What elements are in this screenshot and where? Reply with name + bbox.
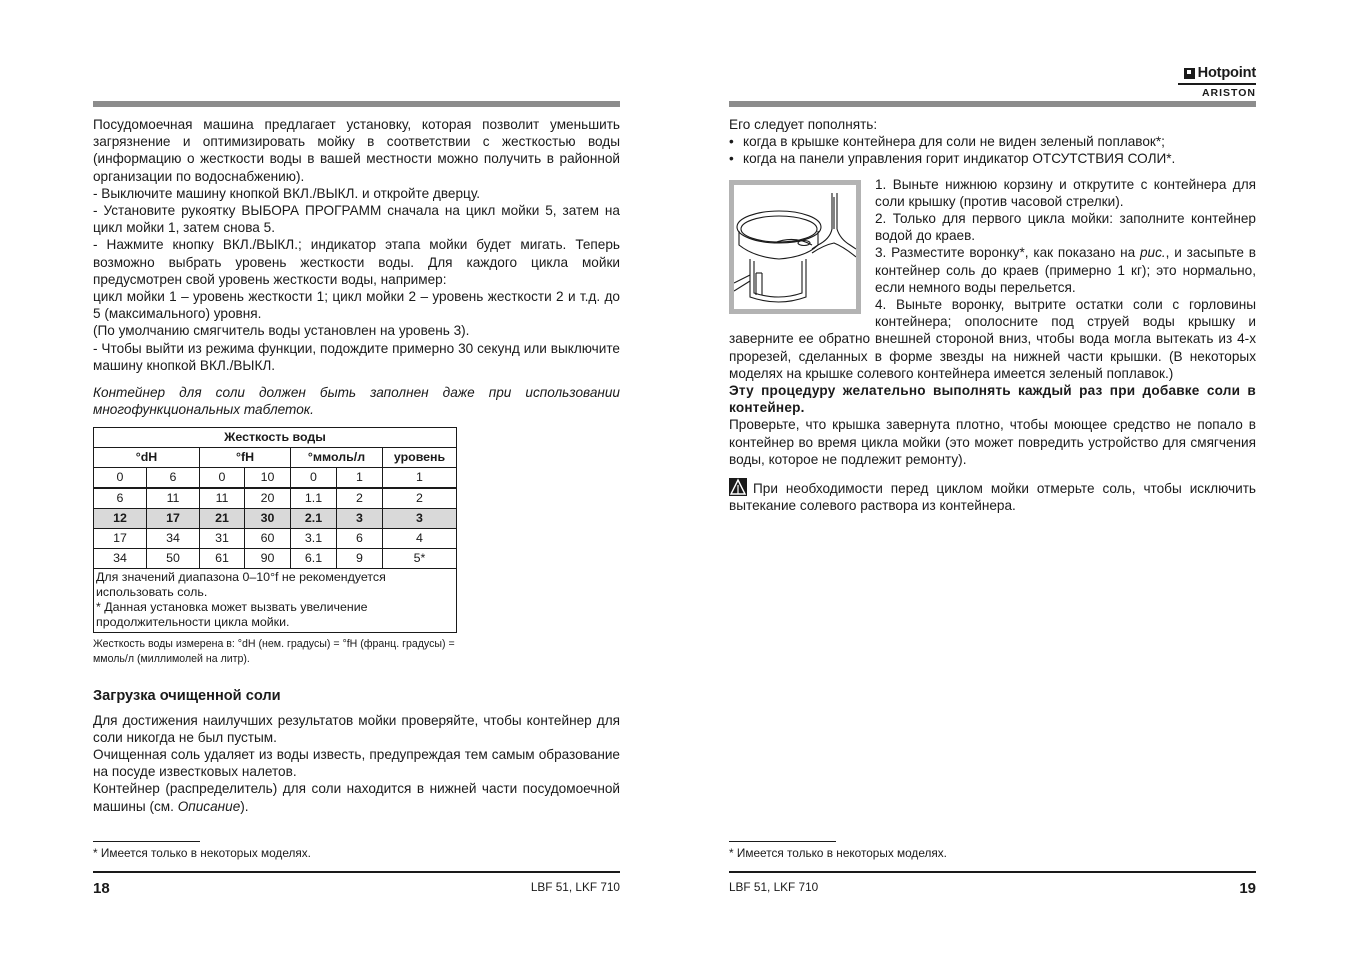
table-row	[94, 488, 457, 509]
header-mmol: °ммоль/л	[291, 448, 383, 468]
bullet-text: когда в крышке контейнера для соли не виден зеленый поплавок*;	[743, 134, 1165, 150]
cell: 0	[291, 468, 337, 489]
header-fh: °fH	[200, 448, 291, 468]
cell: 12	[94, 509, 147, 529]
cell: 21	[200, 509, 245, 529]
salt-container-icon	[734, 185, 856, 309]
cell: 0	[94, 468, 147, 489]
cell: 2	[383, 488, 457, 509]
cell: 0	[200, 468, 245, 489]
page-number: 19	[1239, 880, 1256, 897]
header-dh: °dH	[94, 448, 200, 468]
bullet-item: • когда на панели управления горит индикатор ОТСУТСТВИЯ СОЛИ*.	[729, 151, 1176, 167]
cell: 11	[147, 488, 200, 509]
salt-note: Контейнер для соли должен быть заполнен даже при использовании многофункциональных таблеток.	[93, 385, 620, 418]
warning-text: При необходимости перед циклом мойки отмерьте соль, чтобы исключить вытекание солевого раствора из контейнера.	[729, 481, 1256, 514]
cell: 3	[337, 509, 383, 529]
model-label: LBF 51, LKF 710	[729, 880, 819, 894]
cell: 10	[245, 468, 291, 489]
right-page	[729, 0, 1256, 954]
intro-paragraph: Посудомоечная машина предлагает установку, которая позволит уменьшить загрязнение и оптимизировать мойку в соответствии с жесткостью воды (информацию о жесткости воды в вашей местности можно получить в районной организации по водоснабжению).	[93, 117, 620, 184]
cell: 5*	[383, 549, 457, 569]
table-note-2: * Данная установка может вызвать увеличение продолжительности цикла мойки.	[96, 600, 368, 630]
section-title: Загрузка очищенной соли	[93, 688, 281, 705]
cell: 6.1	[291, 549, 337, 569]
footnote: * Имеется только в некоторых моделях.	[729, 846, 947, 860]
table-row	[94, 468, 457, 489]
instruction-step: - Установите рукоятку ВЫБОРА ПРОГРАММ сначала на цикл мойки 5, затем на цикл мойки 1, затем снова 5.	[93, 203, 620, 236]
table-title: Жесткость воды	[94, 428, 457, 448]
cell: 34	[94, 549, 147, 569]
cell: 4	[383, 529, 457, 549]
warning-note	[729, 478, 1256, 514]
cell: 61	[200, 549, 245, 569]
cell: 1	[383, 468, 457, 489]
cell: 6	[94, 488, 147, 509]
cell: 34	[147, 529, 200, 549]
cell: 17	[94, 529, 147, 549]
cell: 11	[200, 488, 245, 509]
text: , и засыпьте в контейнер соль до краев (примерно 1 кг); это нормально, если немного воды перельется.	[875, 245, 1257, 295]
bold-note: Эту процедуру желательно выполнять каждый раз при добавке соли в контейнер.	[729, 383, 1256, 416]
bullet-text: когда на панели управления горит индикатор ОТСУТСТВИЯ СОЛИ*.	[743, 151, 1176, 167]
text: 3. Разместите воронку*, как показано на	[875, 245, 1140, 261]
cell: 1	[337, 468, 383, 489]
cell: 30	[245, 509, 291, 529]
model-label: LBF 51, LKF 710	[530, 880, 620, 894]
salt-container-illustration	[729, 180, 861, 314]
header-rule	[729, 101, 1256, 107]
section-paragraph: Очищенная соль удаляет из воды известь, предупреждая тем самым образование на посуде известковых налетов.	[93, 747, 620, 780]
left-content	[93, 116, 620, 815]
logo-hotpoint: Hotpoint	[1197, 65, 1256, 81]
cell: 60	[245, 529, 291, 549]
text: ).	[240, 798, 249, 814]
table-note-1: Для значений диапазона 0–10°f не рекомендуется использовать соль.	[96, 570, 386, 600]
table-row-default	[94, 509, 457, 529]
figure-reference: рис.	[1139, 245, 1166, 261]
brand-logo	[1178, 65, 1256, 99]
instruction-step: - Нажмите кнопку ВКЛ./ВЫКЛ.; индикатор этапа мойки будет мигать. Теперь возможно выбрать уровень жесткости воды. Для каждого цикла мойки предусмотрен свой уровень жесткости воды, например:	[93, 237, 620, 287]
cell: 2	[337, 488, 383, 509]
cell: 31	[200, 529, 245, 549]
intro-text: Его следует пополнять:	[729, 117, 878, 132]
step-4: 4. Выньте воронку, вытрите остатки соли с горловины контейнера; ополосните под струей воды крышку и заверните ее обратно внешней стороной вниз, чтобы вода могла вытекать из 4-х прорезей, сделанных в форме звезды на нижней части крышки. (В некоторых моделях на крышке солевого контейнера имеется зеленый поплавок.)	[729, 297, 1256, 381]
description-reference: Описание	[177, 798, 241, 814]
footnote-rule	[729, 841, 836, 842]
instruction-step: - Чтобы выйти из режима функции, подождите примерно 30 секунд или выключите машину кнопкой ВКЛ./ВЫКЛ.	[93, 340, 620, 373]
right-content	[729, 116, 1256, 514]
cell: 2.1	[291, 509, 337, 529]
step-1: 1. Выньте нижнюю корзину и открутите с контейнера для соли крышку (против часовой стрелки).	[875, 176, 1256, 209]
footnote: * Имеется только в некоторых моделях.	[93, 846, 311, 860]
cell: 6	[147, 468, 200, 489]
logo-ariston: ARISTON	[1201, 87, 1256, 99]
cell: 6	[337, 529, 383, 549]
table-row	[94, 549, 457, 569]
cell: 20	[245, 488, 291, 509]
footer-rule	[729, 871, 1256, 873]
cell: 50	[147, 549, 200, 569]
cell: 1.1	[291, 488, 337, 509]
instruction-step: - Выключите машину кнопкой ВКЛ./ВЫКЛ. и откройте дверцу.	[93, 185, 481, 201]
check-note: Проверьте, что крышка завернута плотно, чтобы моющее средство не попало в контейнер во время цикла мойки (это может повредить устройство для смягчения воды, которое не подлежит ремонту).	[729, 417, 1256, 467]
cell: 90	[245, 549, 291, 569]
footnote-rule	[93, 841, 200, 842]
left-page	[93, 0, 620, 954]
page-number: 18	[93, 880, 110, 897]
instruction-step: (По умолчанию смягчитель воды установлен на уровень 3).	[93, 323, 470, 339]
table-row	[94, 529, 457, 549]
bullet-item: • когда в крышке контейнера для соли не виден зеленый поплавок*;	[729, 134, 1165, 150]
cell: 3.1	[291, 529, 337, 549]
instruction-step: цикл мойки 1 – уровень жесткости 1; цикл мойки 2 – уровень жесткости 2 и т.д. до 5 (максимального) уровня.	[93, 289, 620, 322]
footer-rule	[93, 871, 620, 873]
section-paragraph: Для достижения наилучших результатов мойки проверяйте, чтобы контейнер для соли никогда не был пустым.	[93, 712, 620, 745]
warning-icon	[729, 478, 747, 496]
cell: 3	[383, 509, 457, 529]
table-caption: Жесткость воды измерена в: °dH (нем. градусы) = °fH (франц. градусы) = ммоль/л (миллимолей на литр).	[93, 638, 455, 665]
water-hardness-table	[93, 427, 457, 633]
step-2: 2. Только для первого цикла мойки: заполните контейнер водой до краев.	[875, 211, 1256, 244]
table-note	[94, 569, 457, 633]
text: Контейнер (распределитель) для соли находится в нижней части посудомоечной машины (см.	[93, 781, 620, 814]
header-level: уровень	[383, 448, 457, 468]
cell: 17	[147, 509, 200, 529]
section-paragraph	[93, 780, 620, 814]
cell: 9	[337, 549, 383, 569]
header-rule	[93, 101, 620, 107]
hotpoint-logo-icon	[1184, 68, 1195, 79]
